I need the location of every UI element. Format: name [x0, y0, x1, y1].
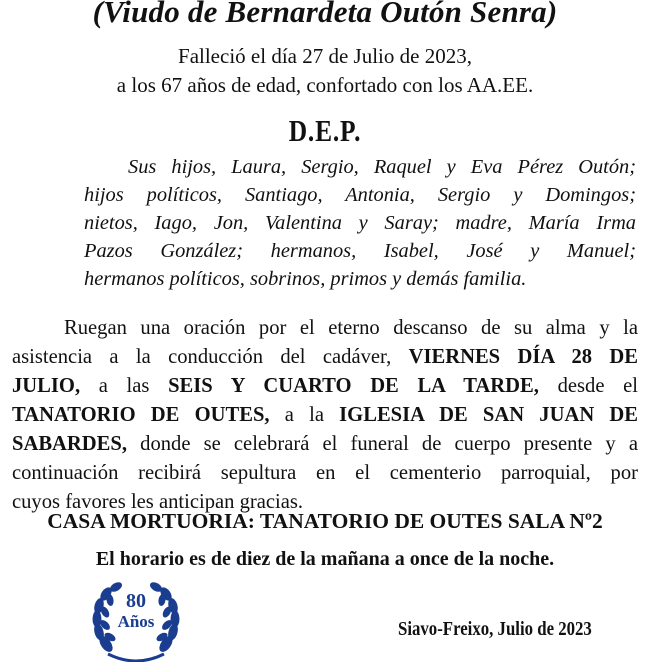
anniversary-badge — [90, 582, 182, 662]
funeral-line — [12, 401, 638, 430]
place-and-date: Siavo-Freixo, Julio de 2023 — [398, 618, 592, 640]
funeral-day: VIERNES DÍA 28 DE — [408, 346, 639, 368]
widower-title: (Viudo de Bernardeta Outón Senra) — [92, 0, 558, 29]
family-line: hijos políticos, Santiago, Antonia, Sergio y Domingos; — [84, 184, 636, 206]
funeral-text: donde se celebrará el funeral de cuerpo presente y a — [127, 433, 638, 455]
funeral-text: a la — [269, 404, 340, 426]
badge-number: 80 — [126, 590, 146, 612]
family-line: Sus hijos, Laura, Sergio, Raquel y Eva Pérez Outón; — [128, 156, 636, 178]
death-date-line: Falleció el día 27 de Julio de 2023, — [178, 44, 472, 68]
death-age-line: a los 67 años de edad, confortado con los AA.EE. — [116, 73, 534, 97]
funeral-line: cuyos favores les anticipan gracias. — [12, 491, 304, 513]
funeral-text: asistencia a la conducción del cadáver, — [12, 346, 409, 368]
funeral-home: CASA MORTUORIA: TANATORIO DE OUTES SALA Nº2 — [47, 509, 603, 533]
family-line: nietos, Iago, Jon, Valentina y Saray; madre, María Irma — [84, 212, 636, 234]
funeral-line — [12, 343, 638, 372]
funeral-parish: SABARDES, — [12, 433, 128, 455]
funeral-church: IGLESIA DE SAN JUAN DE — [339, 404, 639, 426]
family-paragraph — [84, 153, 636, 293]
funeral-month: JULIO, — [12, 375, 81, 397]
funeral-details-paragraph — [12, 314, 638, 517]
badge-label: Años — [117, 612, 155, 631]
funeral-text: a las — [80, 375, 169, 397]
funeral-text: desde el — [538, 375, 638, 397]
family-line: hermanos políticos, sobrinos, primos y demás familia. — [84, 268, 527, 290]
family-line: Pazos González; hermanos, Isabel, José y Manuel; — [84, 240, 636, 262]
funeral-line — [12, 372, 638, 401]
death-details — [0, 42, 650, 100]
funeral-time: SEIS Y CUARTO DE LA TARDE, — [168, 375, 539, 397]
dep-heading: D.E.P. — [288, 113, 362, 148]
funeral-line: continuación recibirá sepultura en el cementerio parroquial, por — [12, 462, 638, 484]
opening-hours: El horario es de diez de la mañana a once de la noche. — [95, 548, 555, 570]
funeral-line: Ruegan una oración por el eterno descanso de su alma y la — [64, 317, 638, 339]
funeral-line — [12, 430, 638, 459]
funeral-origin: TANATORIO DE OUTES, — [12, 404, 270, 426]
